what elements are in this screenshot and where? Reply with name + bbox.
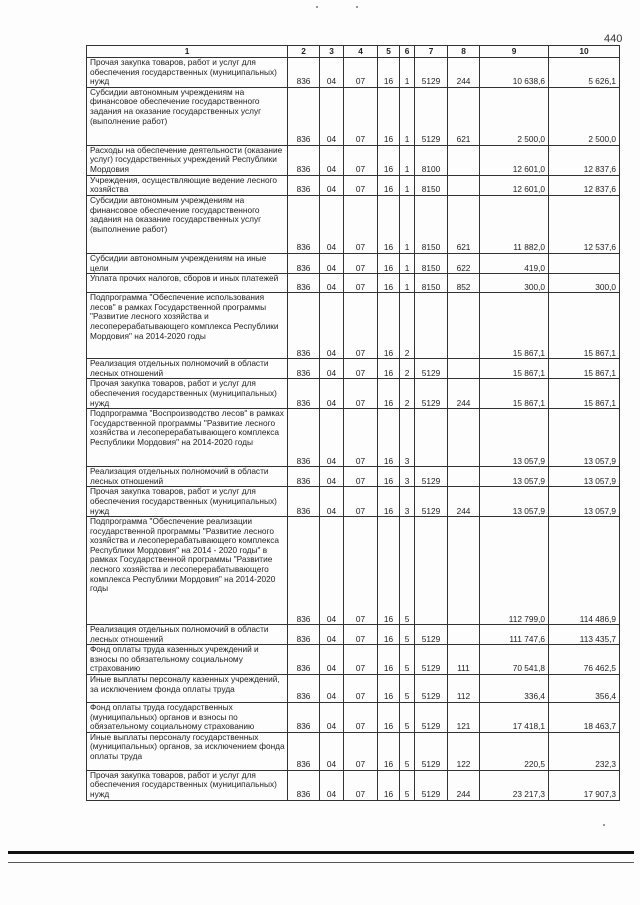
table-header-row [87, 46, 620, 58]
cell-section: 04 [320, 770, 344, 800]
cell-section: 04 [320, 145, 344, 175]
table-row [87, 274, 620, 293]
cell-ministry-code: 836 [288, 770, 320, 800]
table-row [87, 379, 620, 409]
cell-ministry-code: 836 [288, 359, 320, 379]
column-header: 3 [320, 46, 344, 58]
cell-section: 04 [320, 274, 344, 293]
cell-section: 04 [320, 675, 344, 703]
column-header: 2 [288, 46, 320, 58]
cell-subprogram: 2 [400, 293, 415, 359]
cell-target-item: 8150 [415, 253, 448, 273]
cell-amount-year-2: 5 626,1 [549, 58, 620, 88]
table-row [87, 517, 620, 625]
cell-subprogram: 1 [400, 87, 415, 145]
table-row [87, 87, 620, 145]
cell-section: 04 [320, 467, 344, 487]
cell-program: 16 [378, 675, 400, 703]
cell-subprogram: 1 [400, 253, 415, 273]
cell-subsection: 07 [344, 145, 378, 175]
cell-ministry-code: 836 [288, 293, 320, 359]
scan-speck [603, 824, 605, 826]
cell-amount-year-1: 419,0 [480, 253, 549, 273]
cell-amount-year-2: 18 463,7 [549, 703, 620, 733]
cell-expense-type [448, 145, 480, 175]
cell-target-item: 8150 [415, 175, 448, 195]
cell-amount-year-2: 12 537,6 [549, 195, 620, 253]
cell-ministry-code: 836 [288, 58, 320, 88]
scan-speck [356, 6, 358, 8]
table-row [87, 625, 620, 645]
cell-program: 16 [378, 175, 400, 195]
cell-subprogram: 5 [400, 645, 415, 675]
cell-expense-type [448, 409, 480, 467]
column-header: 9 [480, 46, 549, 58]
cell-expense-type: 111 [448, 645, 480, 675]
cell-amount-year-2: 300,0 [549, 274, 620, 293]
cell-program: 16 [378, 645, 400, 675]
column-header: 4 [344, 46, 378, 58]
cell-subsection: 07 [344, 517, 378, 625]
column-header: 1 [87, 46, 288, 58]
cell-subprogram: 5 [400, 770, 415, 800]
cell-section: 04 [320, 293, 344, 359]
cell-subprogram: 1 [400, 175, 415, 195]
cell-amount-year-2: 113 435,7 [549, 625, 620, 645]
cell-amount-year-2: 2 500,0 [549, 87, 620, 145]
cell-section: 04 [320, 703, 344, 733]
cell-amount-year-1: 300,0 [480, 274, 549, 293]
table-row [87, 293, 620, 359]
cell-ministry-code: 836 [288, 732, 320, 770]
cell-amount-year-1: 13 057,9 [480, 409, 549, 467]
cell-expense-type: 122 [448, 732, 480, 770]
table-row [87, 58, 620, 88]
table-row [87, 359, 620, 379]
cell-amount-year-1: 111 747,6 [480, 625, 549, 645]
page-number: 440 [604, 33, 623, 45]
column-header: 6 [400, 46, 415, 58]
cell-section: 04 [320, 645, 344, 675]
cell-program: 16 [378, 770, 400, 800]
cell-item-name: Расходы на обеспечение деятельности (оказание услуг) государственных учреждений Республики Мордовия [87, 145, 288, 175]
cell-subprogram: 5 [400, 732, 415, 770]
cell-program: 16 [378, 145, 400, 175]
cell-amount-year-2: 76 462,5 [549, 645, 620, 675]
cell-ministry-code: 836 [288, 703, 320, 733]
cell-ministry-code: 836 [288, 517, 320, 625]
column-header: 8 [448, 46, 480, 58]
cell-subprogram: 2 [400, 359, 415, 379]
cell-amount-year-2: 232,3 [549, 732, 620, 770]
table-row [87, 253, 620, 273]
cell-program: 16 [378, 732, 400, 770]
cell-section: 04 [320, 625, 344, 645]
cell-subsection: 07 [344, 175, 378, 195]
cell-section: 04 [320, 487, 344, 517]
cell-amount-year-2: 114 486,9 [549, 517, 620, 625]
cell-amount-year-1: 23 217,3 [480, 770, 549, 800]
cell-section: 04 [320, 379, 344, 409]
cell-program: 16 [378, 293, 400, 359]
table-row [87, 487, 620, 517]
table-row [87, 195, 620, 253]
cell-item-name: Прочая закупка товаров, работ и услуг для обеспечения государственных (муниципальных) нужд [87, 487, 288, 517]
cell-item-name: Уплата прочих налогов, сборов и иных платежей [87, 274, 288, 293]
cell-target-item: 5129 [415, 770, 448, 800]
cell-item-name: Фонд оплаты труда государственных (муниципальных) органов и взносы по обязательному социальному страхованию [87, 703, 288, 733]
cell-item-name: Иные выплаты персоналу казенных учреждений, за исключением фонда оплаты труда [87, 675, 288, 703]
cell-amount-year-2: 356,4 [549, 675, 620, 703]
cell-program: 16 [378, 409, 400, 467]
cell-expense-type: 852 [448, 274, 480, 293]
cell-expense-type [448, 625, 480, 645]
cell-program: 16 [378, 253, 400, 273]
cell-subprogram: 5 [400, 517, 415, 625]
cell-ministry-code: 836 [288, 274, 320, 293]
cell-ministry-code: 836 [288, 625, 320, 645]
cell-subsection: 07 [344, 409, 378, 467]
cell-subsection: 07 [344, 625, 378, 645]
cell-program: 16 [378, 467, 400, 487]
table-row [87, 703, 620, 733]
cell-amount-year-2: 15 867,1 [549, 379, 620, 409]
cell-program: 16 [378, 703, 400, 733]
cell-target-item: 5129 [415, 645, 448, 675]
cell-section: 04 [320, 517, 344, 625]
cell-item-name: Реализация отдельных полномочий в области лесных отношений [87, 625, 288, 645]
cell-subprogram: 1 [400, 195, 415, 253]
cell-target-item: 5129 [415, 675, 448, 703]
column-header: 7 [415, 46, 448, 58]
cell-ministry-code: 836 [288, 87, 320, 145]
cell-subprogram: 5 [400, 703, 415, 733]
cell-ministry-code: 836 [288, 409, 320, 467]
cell-ministry-code: 836 [288, 195, 320, 253]
cell-item-name: Подпрограмма "Обеспечение реализации государственной программы "Развитие лесного хозяйства и лесоперерабатывающего комплекса Республики Мордовия" на 2014 - 2020 годы" в рамках Государственной программы "Развитие лесного хозяйства и лесоперерабатывающего комплекса Республики Мордовия" на 2014-2020 годы [87, 517, 288, 625]
cell-item-name: Субсидии автономным учреждениям на финансовое обеспечение государственного задания на оказание государственных услуг (выполнение работ) [87, 195, 288, 253]
cell-target-item: 5129 [415, 487, 448, 517]
cell-expense-type: 112 [448, 675, 480, 703]
table-row [87, 175, 620, 195]
cell-subprogram: 3 [400, 487, 415, 517]
cell-program: 16 [378, 58, 400, 88]
cell-amount-year-1: 220,5 [480, 732, 549, 770]
cell-target-item: 8100 [415, 145, 448, 175]
cell-item-name: Учреждения, осуществляющие ведение лесного хозяйства [87, 175, 288, 195]
cell-amount-year-2: 13 057,9 [549, 487, 620, 517]
cell-item-name: Подпрограмма "Обеспечение использования лесов" в рамках Государственной программы "Развитие лесного хозяйства и лесоперерабатывающего комплекса Республики Мордовия" на 2014-2020 годы [87, 293, 288, 359]
table-row [87, 145, 620, 175]
cell-program: 16 [378, 359, 400, 379]
table-row [87, 645, 620, 675]
cell-subsection: 07 [344, 58, 378, 88]
cell-section: 04 [320, 175, 344, 195]
cell-section: 04 [320, 253, 344, 273]
cell-ministry-code: 836 [288, 487, 320, 517]
cell-ministry-code: 836 [288, 175, 320, 195]
cell-subsection: 07 [344, 487, 378, 517]
cell-ministry-code: 836 [288, 379, 320, 409]
cell-subsection: 07 [344, 675, 378, 703]
cell-subprogram: 5 [400, 625, 415, 645]
cell-target-item [415, 293, 448, 359]
cell-amount-year-1: 13 057,9 [480, 467, 549, 487]
cell-subsection: 07 [344, 467, 378, 487]
cell-program: 16 [378, 87, 400, 145]
cell-amount-year-2: 13 057,9 [549, 409, 620, 467]
cell-program: 16 [378, 625, 400, 645]
cell-amount-year-1: 11 882,0 [480, 195, 549, 253]
cell-amount-year-1: 15 867,1 [480, 359, 549, 379]
cell-program: 16 [378, 487, 400, 517]
cell-section: 04 [320, 732, 344, 770]
cell-subprogram: 3 [400, 467, 415, 487]
cell-amount-year-1: 12 601,0 [480, 145, 549, 175]
cell-expense-type [448, 293, 480, 359]
cell-subprogram: 2 [400, 379, 415, 409]
cell-amount-year-1: 13 057,9 [480, 487, 549, 517]
cell-target-item: 8150 [415, 195, 448, 253]
table-row [87, 467, 620, 487]
cell-item-name: Реализация отдельных полномочий в области лесных отношений [87, 467, 288, 487]
cell-subsection: 07 [344, 359, 378, 379]
cell-amount-year-2: 15 867,1 [549, 293, 620, 359]
table-row [87, 770, 620, 800]
table-row [87, 675, 620, 703]
cell-target-item: 5129 [415, 359, 448, 379]
cell-target-item: 5129 [415, 703, 448, 733]
cell-target-item: 5129 [415, 625, 448, 645]
cell-amount-year-1: 336,4 [480, 675, 549, 703]
cell-amount-year-2: 12 837,6 [549, 145, 620, 175]
table-row [87, 409, 620, 467]
cell-target-item: 5129 [415, 58, 448, 88]
bottom-rule-thin [8, 862, 634, 863]
cell-ministry-code: 836 [288, 645, 320, 675]
cell-item-name: Субсидии автономным учреждениям на иные цели [87, 253, 288, 273]
scan-speck [316, 6, 318, 8]
cell-subprogram: 1 [400, 58, 415, 88]
cell-program: 16 [378, 274, 400, 293]
table-row [87, 732, 620, 770]
cell-amount-year-2: 12 837,6 [549, 175, 620, 195]
cell-expense-type: 244 [448, 770, 480, 800]
cell-subsection: 07 [344, 195, 378, 253]
cell-amount-year-2 [549, 253, 620, 273]
cell-target-item: 5129 [415, 87, 448, 145]
cell-subsection: 07 [344, 703, 378, 733]
cell-ministry-code: 836 [288, 675, 320, 703]
cell-ministry-code: 836 [288, 253, 320, 273]
cell-expense-type: 622 [448, 253, 480, 273]
cell-ministry-code: 836 [288, 467, 320, 487]
cell-expense-type: 621 [448, 87, 480, 145]
cell-section: 04 [320, 359, 344, 379]
budget-table [86, 45, 620, 801]
cell-expense-type [448, 467, 480, 487]
cell-target-item: 5129 [415, 467, 448, 487]
column-header: 10 [549, 46, 620, 58]
cell-ministry-code: 836 [288, 145, 320, 175]
cell-amount-year-2: 13 057,9 [549, 467, 620, 487]
cell-item-name: Фонд оплаты труда казенных учреждений и взносы по обязательному социальному страхованию [87, 645, 288, 675]
cell-section: 04 [320, 195, 344, 253]
cell-expense-type: 244 [448, 379, 480, 409]
cell-subsection: 07 [344, 732, 378, 770]
cell-section: 04 [320, 409, 344, 467]
cell-subsection: 07 [344, 293, 378, 359]
cell-amount-year-2: 17 907,3 [549, 770, 620, 800]
cell-subprogram: 1 [400, 274, 415, 293]
cell-section: 04 [320, 58, 344, 88]
cell-expense-type: 244 [448, 58, 480, 88]
cell-amount-year-1: 12 601,0 [480, 175, 549, 195]
cell-item-name: Прочая закупка товаров, работ и услуг для обеспечения государственных (муниципальных) нужд [87, 379, 288, 409]
cell-expense-type: 121 [448, 703, 480, 733]
cell-subsection: 07 [344, 274, 378, 293]
cell-amount-year-1: 10 638,6 [480, 58, 549, 88]
cell-item-name: Иные выплаты персоналу государственных (муниципальных) органов, за исключением фонда оплаты труда [87, 732, 288, 770]
cell-program: 16 [378, 379, 400, 409]
cell-amount-year-1: 70 541,8 [480, 645, 549, 675]
cell-item-name: Прочая закупка товаров, работ и услуг для обеспечения государственных (муниципальных) нужд [87, 770, 288, 800]
cell-item-name: Реализация отдельных полномочий в области лесных отношений [87, 359, 288, 379]
cell-target-item [415, 517, 448, 625]
cell-amount-year-2: 15 867,1 [549, 359, 620, 379]
cell-amount-year-1: 15 867,1 [480, 293, 549, 359]
cell-subprogram: 5 [400, 675, 415, 703]
cell-target-item: 5129 [415, 732, 448, 770]
bottom-rule [8, 851, 634, 854]
cell-item-name: Подпрограмма "Воспроизводство лесов" в рамках Государственной программы "Развитие лесного хозяйства и лесоперерабатывающего комплекса Республики Мордовия" на 2014-2020 годы [87, 409, 288, 467]
cell-target-item: 5129 [415, 379, 448, 409]
table-body [87, 46, 620, 801]
cell-subsection: 07 [344, 770, 378, 800]
cell-item-name: Субсидии автономным учреждениям на финансовое обеспечение государственного задания на оказание государственных услуг (выполнение работ) [87, 87, 288, 145]
cell-target-item: 8150 [415, 274, 448, 293]
column-header: 5 [378, 46, 400, 58]
cell-subsection: 07 [344, 379, 378, 409]
cell-subprogram: 3 [400, 409, 415, 467]
cell-section: 04 [320, 87, 344, 145]
cell-expense-type: 621 [448, 195, 480, 253]
cell-amount-year-1: 17 418,1 [480, 703, 549, 733]
cell-subsection: 07 [344, 253, 378, 273]
cell-target-item [415, 409, 448, 467]
cell-subsection: 07 [344, 87, 378, 145]
cell-amount-year-1: 112 799,0 [480, 517, 549, 625]
cell-amount-year-1: 15 867,1 [480, 379, 549, 409]
cell-program: 16 [378, 195, 400, 253]
cell-expense-type [448, 359, 480, 379]
cell-amount-year-1: 2 500,0 [480, 87, 549, 145]
cell-expense-type [448, 517, 480, 625]
cell-item-name: Прочая закупка товаров, работ и услуг для обеспечения государственных (муниципальных) нужд [87, 58, 288, 88]
cell-subprogram: 1 [400, 145, 415, 175]
cell-expense-type: 244 [448, 487, 480, 517]
cell-program: 16 [378, 517, 400, 625]
cell-expense-type [448, 175, 480, 195]
cell-subsection: 07 [344, 645, 378, 675]
